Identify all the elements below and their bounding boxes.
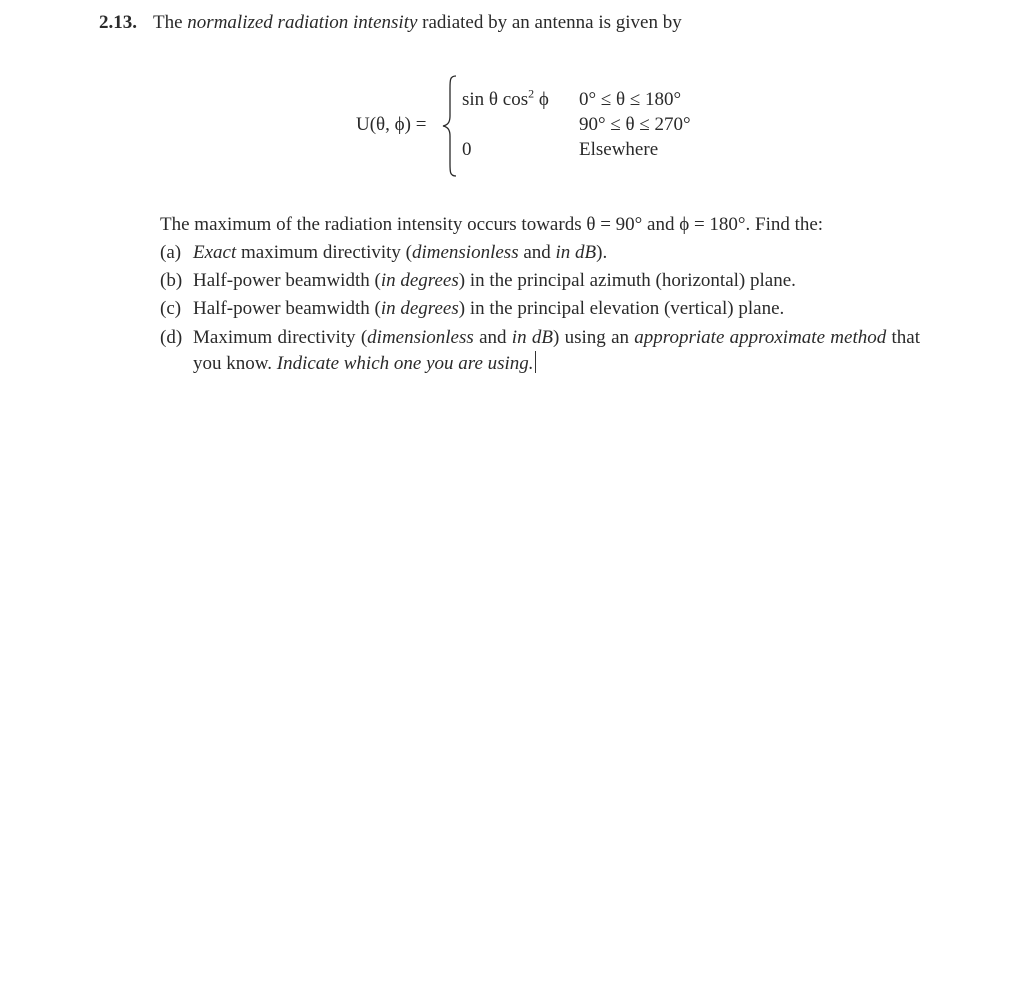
problem-number: 2.13. [99, 12, 137, 33]
problem-statement: The maximum of the radiation intensity occurs towards θ = 90° and ϕ = 180°. Find the: [160, 214, 824, 235]
case1-expression: sin θ $\cos^2 \phi$ [462, 86, 549, 110]
part-c-label: (c) [160, 298, 182, 319]
case2-condition: 90° ≤ θ ≤ 270° [579, 114, 691, 135]
part-b-label: (b) [160, 270, 183, 291]
problem-header [99, 12, 682, 34]
text-cursor [535, 351, 536, 373]
part-d: (d) Maximum directivity (dimensionless and in dB) using an appropriate approximate method that you know. Indicate which one you are using. [160, 327, 921, 374]
case3-expression: 0 [462, 139, 472, 160]
part-a: (a) Exact maximum directivity (dimensionless and in dB). [160, 239, 920, 267]
problem-intro-prefix: The [153, 12, 188, 33]
case1-condition: 0° ≤ θ ≤ 180° [579, 89, 682, 110]
piecewise-equation [0, 74, 1024, 184]
part-c: (c) Half-power beamwidth (in degrees) in the principal elevation (vertical) plane. [160, 295, 920, 323]
problem-intro-suffix: radiated by an antenna is given by [417, 12, 682, 33]
problem-body [160, 211, 920, 377]
equation-lhs: U(θ, ϕ) = [356, 114, 427, 135]
part-a-label: (a) [160, 242, 182, 263]
part-b: (b) Half-power beamwidth (in degrees) in the principal azimuth (horizontal) plane. [160, 267, 920, 295]
left-brace [441, 74, 457, 178]
case3-condition: Elsewhere [579, 139, 659, 160]
part-d-label: (d) [160, 327, 183, 348]
problem-intro-emphasis: normalized radiation intensity [187, 12, 418, 33]
